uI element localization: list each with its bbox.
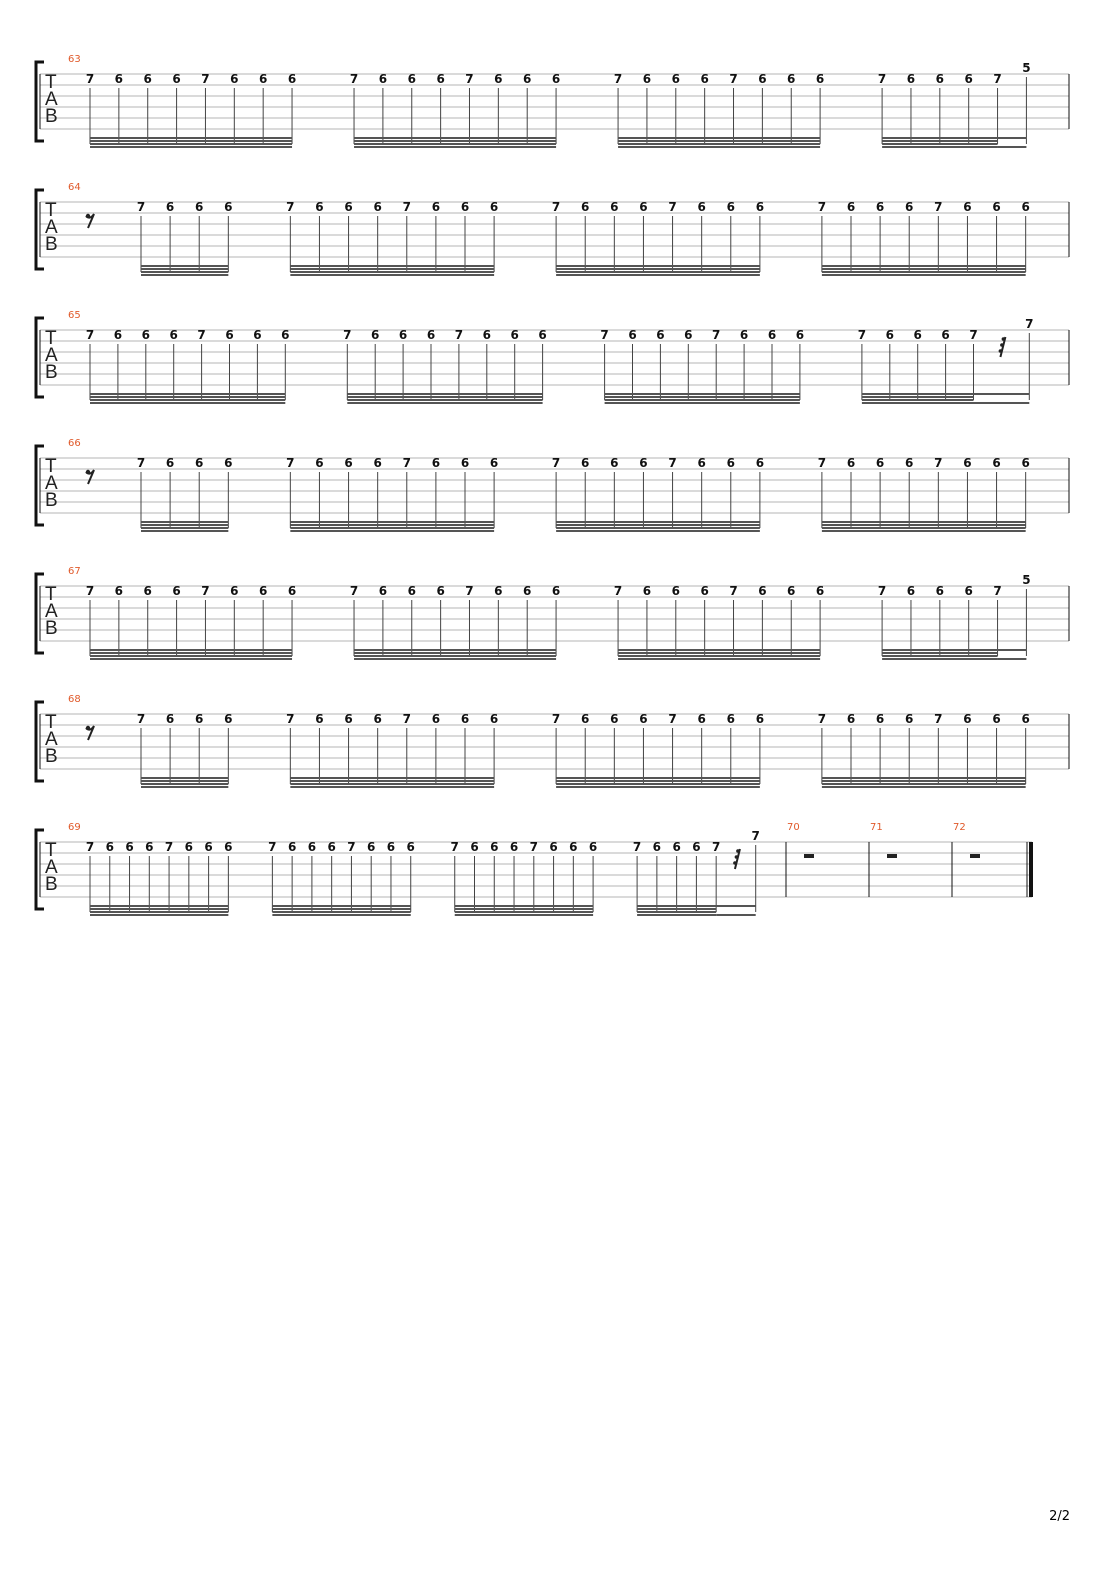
fret-number: 7 — [136, 712, 146, 726]
fret-number: 6 — [184, 840, 194, 854]
fret-number: 6 — [588, 840, 598, 854]
half-rest — [970, 854, 980, 858]
fret-number: 7 — [349, 584, 359, 598]
half-rest — [887, 854, 897, 858]
tab-clef-letter: A — [45, 217, 58, 238]
tab-clef-letter: B — [45, 106, 58, 127]
fret-number: 7 — [993, 72, 1002, 86]
fret-number: 6 — [141, 328, 150, 342]
fret-number: 6 — [143, 584, 152, 598]
eighth-rest-dot — [86, 214, 90, 218]
fret-number: 6 — [105, 840, 114, 854]
fret-number: 6 — [398, 328, 408, 342]
fret-number: 7 — [201, 72, 210, 86]
fret-number: 6 — [963, 200, 972, 214]
fret-number: 7 — [529, 840, 538, 854]
fret-number: 7 — [286, 456, 295, 470]
fret-number: 6 — [315, 712, 324, 726]
fret-number: 7 — [600, 328, 609, 342]
fret-number: 6 — [195, 456, 204, 470]
fret-number: 7 — [817, 712, 827, 726]
fret-number: 6 — [1021, 200, 1030, 214]
fret-number: 6 — [367, 840, 376, 854]
fret-number: 6 — [460, 712, 470, 726]
fret-number: 6 — [815, 584, 825, 598]
tab-clef-letter: T — [45, 72, 57, 93]
fret-number: 7 — [450, 840, 459, 854]
tab-clef-letter: A — [45, 857, 58, 878]
fret-number: 6 — [523, 72, 532, 86]
fret-number: 6 — [697, 200, 706, 214]
measure-number: 72 — [953, 822, 966, 833]
fret-number: 7 — [729, 584, 738, 598]
fret-number: 6 — [386, 840, 396, 854]
fret-number: 6 — [287, 72, 297, 86]
fret-number: 7 — [712, 328, 721, 342]
fret-number: 6 — [253, 328, 262, 342]
rest-flag-dot — [733, 861, 737, 865]
fret-number: 7 — [751, 829, 760, 843]
fret-number: 6 — [697, 712, 706, 726]
fret-number: 6 — [692, 840, 701, 854]
fret-number: 5 — [1022, 61, 1031, 75]
measure-number: 64 — [68, 182, 81, 193]
fret-number: 7 — [465, 72, 474, 86]
fret-number: 6 — [875, 200, 885, 214]
fret-number: 7 — [668, 712, 677, 726]
fret-number: 6 — [964, 72, 973, 86]
fret-number: 6 — [538, 328, 547, 342]
fret-number: 6 — [656, 328, 665, 342]
fret-number: 6 — [281, 328, 290, 342]
fret-number: 6 — [652, 840, 662, 854]
fret-number: 6 — [489, 456, 499, 470]
fret-number: 6 — [195, 712, 204, 726]
fret-number: 6 — [431, 456, 441, 470]
fret-number: 7 — [454, 328, 464, 342]
fret-number: 6 — [963, 456, 972, 470]
fret-number: 7 — [402, 456, 411, 470]
fret-number: 6 — [307, 840, 317, 854]
fret-number: 6 — [373, 456, 382, 470]
tab-clef-letter: B — [45, 234, 58, 255]
fret-number: 6 — [204, 840, 213, 854]
fret-number: 6 — [913, 328, 922, 342]
tab-clef-letter: T — [45, 840, 57, 861]
measure-number: 66 — [68, 438, 81, 449]
fret-number: 6 — [639, 200, 648, 214]
fret-number: 6 — [460, 456, 470, 470]
fret-number: 6 — [165, 712, 175, 726]
fret-number: 6 — [551, 584, 561, 598]
fret-number: 6 — [875, 712, 885, 726]
fret-number: 6 — [426, 328, 436, 342]
fret-number: 6 — [700, 72, 709, 86]
fret-number: 6 — [407, 72, 416, 86]
fret-number: 6 — [172, 584, 181, 598]
fret-number: 6 — [639, 712, 648, 726]
fret-number: 6 — [551, 72, 561, 86]
fret-number: 6 — [224, 712, 233, 726]
fret-number: 7 — [934, 200, 943, 214]
fret-number: 6 — [726, 456, 735, 470]
tab-clef-letter: B — [45, 618, 58, 639]
fret-number: 6 — [875, 456, 885, 470]
tab-clef-letter: A — [45, 345, 58, 366]
measure-number: 65 — [68, 310, 81, 321]
fret-number: 6 — [569, 840, 578, 854]
fret-number: 6 — [755, 456, 765, 470]
fret-number: 7 — [817, 456, 827, 470]
fret-number: 6 — [224, 456, 233, 470]
fret-number: 6 — [436, 584, 445, 598]
fret-number: 6 — [287, 584, 297, 598]
fret-number: 7 — [402, 712, 411, 726]
final-barline-thick — [1029, 842, 1033, 897]
fret-number: 6 — [510, 328, 519, 342]
fret-number: 6 — [143, 72, 152, 86]
fret-number: 7 — [711, 840, 721, 854]
fret-number: 7 — [347, 840, 356, 854]
fret-number: 6 — [906, 72, 916, 86]
fret-number: 6 — [373, 200, 382, 214]
fret-number: 6 — [581, 456, 590, 470]
fret-number: 6 — [258, 72, 268, 86]
fret-number: 7 — [136, 456, 146, 470]
fret-number: 6 — [230, 584, 239, 598]
fret-number: 6 — [378, 72, 388, 86]
fret-number: 6 — [992, 200, 1001, 214]
fret-number: 6 — [1021, 712, 1030, 726]
fret-number: 6 — [964, 584, 973, 598]
measure-number: 63 — [68, 54, 81, 65]
fret-number: 6 — [610, 456, 619, 470]
fret-number: 7 — [201, 584, 210, 598]
fret-number: 7 — [551, 712, 561, 726]
fret-number: 6 — [671, 72, 680, 86]
fret-number: 7 — [877, 584, 887, 598]
fret-number: 7 — [343, 328, 352, 342]
tab-clef-letter: A — [45, 89, 58, 110]
fret-number: 6 — [114, 584, 124, 598]
fret-number: 6 — [941, 328, 950, 342]
fret-number: 6 — [230, 72, 239, 86]
fret-number: 6 — [344, 456, 353, 470]
fret-number: 6 — [489, 200, 499, 214]
fret-number: 6 — [225, 328, 234, 342]
fret-number: 6 — [767, 328, 777, 342]
tab-clef-letter: T — [45, 584, 57, 605]
fret-number: 6 — [739, 328, 749, 342]
fret-number: 6 — [726, 712, 735, 726]
fret-number: 7 — [85, 584, 95, 598]
fret-number: 6 — [489, 712, 499, 726]
tab-clef-letter: A — [45, 473, 58, 494]
fret-number: 7 — [551, 200, 561, 214]
fret-number: 6 — [787, 72, 796, 86]
fret-number: 6 — [523, 584, 532, 598]
fret-number: 6 — [224, 200, 233, 214]
fret-number: 6 — [436, 72, 445, 86]
fret-number: 6 — [905, 712, 914, 726]
fret-number: 6 — [700, 584, 709, 598]
fret-number: 6 — [344, 712, 353, 726]
fret-number: 7 — [857, 328, 867, 342]
fret-number: 6 — [373, 712, 382, 726]
fret-number: 7 — [668, 200, 677, 214]
fret-number: 6 — [906, 584, 916, 598]
measure-number: 68 — [68, 694, 81, 705]
fret-number: 6 — [371, 328, 380, 342]
fret-number: 6 — [992, 456, 1001, 470]
fret-number: 6 — [431, 200, 441, 214]
fret-number: 6 — [581, 712, 590, 726]
fret-number: 6 — [672, 840, 681, 854]
fret-number: 6 — [195, 200, 204, 214]
fret-number: 6 — [549, 840, 558, 854]
tab-clef-letter: T — [45, 712, 57, 733]
fret-number: 6 — [935, 584, 945, 598]
fret-number: 6 — [287, 840, 297, 854]
fret-number: 7 — [969, 328, 978, 342]
fret-number: 6 — [905, 200, 914, 214]
fret-number: 6 — [407, 584, 416, 598]
fret-number: 6 — [787, 584, 796, 598]
fret-number: 6 — [671, 584, 680, 598]
fret-number: 6 — [315, 200, 324, 214]
fret-number: 6 — [905, 456, 914, 470]
fret-number: 7 — [1025, 317, 1034, 331]
fret-number: 7 — [729, 72, 738, 86]
fret-number: 6 — [470, 840, 479, 854]
fret-number: 6 — [846, 456, 856, 470]
fret-number: 6 — [172, 72, 181, 86]
fret-number: 6 — [758, 584, 767, 598]
fret-number: 6 — [758, 72, 767, 86]
tab-clef-letter: A — [45, 601, 58, 622]
fret-number: 6 — [114, 72, 124, 86]
fret-number: 7 — [349, 72, 359, 86]
rest-flag-dot — [735, 855, 739, 859]
rest-flag-dot — [1000, 343, 1004, 347]
tab-clef-letter: A — [45, 729, 58, 750]
fret-number: 6 — [344, 200, 353, 214]
fret-number: 7 — [164, 840, 174, 854]
rest-flag-dot — [999, 349, 1003, 353]
fret-number: 6 — [165, 456, 175, 470]
fret-number: 6 — [1021, 456, 1030, 470]
measure-number: 70 — [787, 822, 800, 833]
fret-number: 6 — [755, 200, 765, 214]
fret-number: 6 — [846, 200, 856, 214]
fret-number: 7 — [402, 200, 411, 214]
fret-number: 6 — [494, 584, 503, 598]
measure-number: 71 — [870, 822, 883, 833]
fret-number: 6 — [992, 712, 1001, 726]
eighth-rest-dot — [86, 726, 90, 730]
fret-number: 6 — [628, 328, 637, 342]
fret-number: 7 — [934, 712, 943, 726]
fret-number: 6 — [846, 712, 856, 726]
eighth-rest-dot — [86, 470, 90, 474]
fret-number: 5 — [1022, 573, 1031, 587]
fret-number: 6 — [509, 840, 519, 854]
rest-flag-dot — [1002, 337, 1006, 341]
fret-number: 6 — [113, 328, 123, 342]
fret-number: 6 — [460, 200, 470, 214]
fret-number: 7 — [817, 200, 827, 214]
fret-number: 7 — [613, 584, 623, 598]
measure-number: 67 — [68, 566, 81, 577]
fret-number: 7 — [632, 840, 642, 854]
fret-number: 7 — [286, 712, 295, 726]
fret-number: 7 — [993, 584, 1002, 598]
fret-number: 6 — [494, 72, 503, 86]
fret-number: 6 — [258, 584, 268, 598]
fret-number: 6 — [935, 72, 945, 86]
half-rest — [804, 854, 814, 858]
fret-number: 6 — [610, 712, 619, 726]
fret-number: 7 — [934, 456, 943, 470]
fret-number: 6 — [642, 72, 652, 86]
rest-flag-dot — [736, 849, 740, 853]
fret-number: 7 — [877, 72, 887, 86]
tab-clef-letter: B — [45, 490, 58, 511]
fret-number: 6 — [963, 712, 972, 726]
measure-number: 69 — [68, 822, 81, 833]
fret-number: 6 — [885, 328, 894, 342]
fret-number: 6 — [490, 840, 499, 854]
fret-number: 7 — [85, 840, 95, 854]
fret-number: 6 — [378, 584, 388, 598]
fret-number: 7 — [465, 584, 474, 598]
fret-number: 6 — [610, 200, 619, 214]
fret-number: 7 — [136, 200, 146, 214]
tab-clef-letter: T — [45, 456, 57, 477]
fret-number: 6 — [697, 456, 706, 470]
page-number: 2/2 — [1049, 1509, 1070, 1524]
fret-number: 7 — [613, 72, 623, 86]
tab-clef-letter: T — [45, 200, 57, 221]
fret-number: 7 — [268, 840, 277, 854]
tab-clef-letter: B — [45, 874, 58, 895]
fret-number: 6 — [315, 456, 324, 470]
tab-clef-letter: T — [45, 328, 57, 349]
fret-number: 6 — [145, 840, 154, 854]
fret-number: 6 — [431, 712, 441, 726]
fret-number: 7 — [85, 72, 95, 86]
fret-number: 6 — [639, 456, 648, 470]
fret-number: 6 — [224, 840, 233, 854]
tab-clef-letter: B — [45, 746, 58, 767]
fret-number: 6 — [169, 328, 178, 342]
fret-number: 6 — [125, 840, 134, 854]
fret-number: 6 — [815, 72, 825, 86]
fret-number: 7 — [197, 328, 206, 342]
fret-number: 7 — [85, 328, 95, 342]
fret-number: 6 — [482, 328, 491, 342]
fret-number: 7 — [668, 456, 677, 470]
fret-number: 6 — [755, 712, 765, 726]
fret-number: 6 — [165, 200, 175, 214]
fret-number: 6 — [795, 328, 805, 342]
fret-number: 7 — [286, 200, 295, 214]
tab-clef-letter: B — [45, 362, 58, 383]
fret-number: 6 — [327, 840, 336, 854]
fret-number: 6 — [684, 328, 693, 342]
fret-number: 6 — [642, 584, 652, 598]
fret-number: 6 — [406, 840, 415, 854]
fret-number: 6 — [726, 200, 735, 214]
fret-number: 6 — [581, 200, 590, 214]
fret-number: 7 — [551, 456, 561, 470]
